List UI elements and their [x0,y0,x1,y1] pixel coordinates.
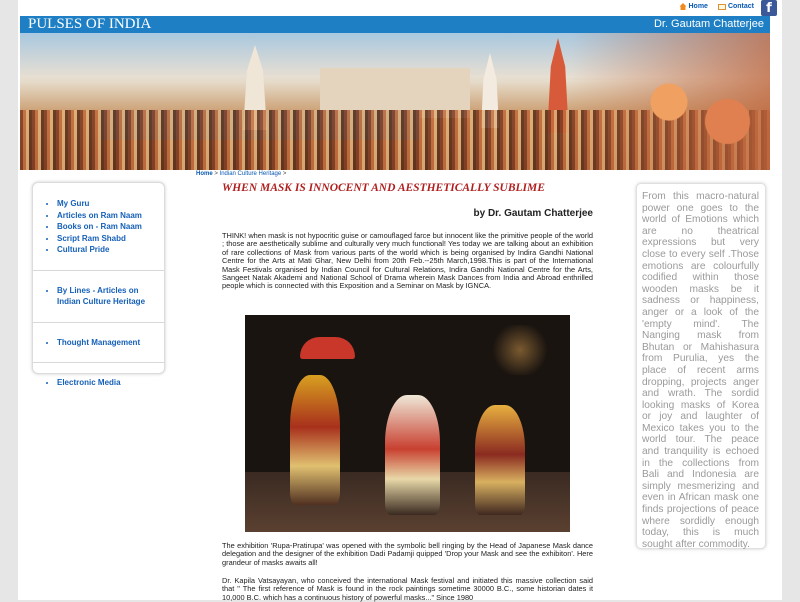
article-byline: by Dr. Gautam Chatterjee [473,208,593,219]
home-link[interactable] [679,3,707,10]
page [18,0,782,600]
mail-icon [718,4,726,10]
sidebar-item-thought-management[interactable]: • Thought Management [57,337,164,349]
breadcrumb-section[interactable]: Indian Culture Heritage [219,171,282,177]
sidebar-group-thought [33,323,164,364]
banner-image [20,33,770,170]
site-title[interactable]: PULSES OF INDIA [28,16,152,32]
article-title: WHEN MASK IS INNOCENT AND AESTHETICALLY SUBLIME [222,182,545,194]
article [222,182,593,602]
mask-dance-photo [245,315,570,532]
home-link-label: Home [688,3,708,10]
facebook-icon[interactable]: f [761,0,777,16]
sidebar-item-bylines[interactable]: • By Lines - Articles on Indian Culture Heritage [57,285,164,308]
top-utility-bar [18,0,782,16]
top-links [679,3,754,10]
sidebar-item-cultural-pride[interactable]: • Cultural Pride [57,244,164,256]
sidebar-item-my-guru[interactable]: • My Guru [57,198,164,210]
header-author: Dr. Gautam Chatterjee [653,18,764,30]
contact-link-label: Contact [727,3,754,10]
sidebar-item-electronic-media[interactable]: • Electronic Media [57,377,164,389]
sidebar-item-books-ram-naam[interactable]: • Books on - Ram Naam [57,221,164,233]
breadcrumb-separator: > [214,171,218,177]
side-quote-box [636,183,766,549]
article-paragraph: The exhibition 'Rupa-Pratirupa' was opened with the symbolic bell ringing by the Head of Japanese Mask dance delegation and the designer of the exhibition Dadi Padamji quipped 'Drop your Mask and see the exhibiton'. Here grandeur of masks awaits all! [222,541,593,567]
breadcrumb-separator: > [282,171,287,177]
home-icon [679,3,686,10]
sidebar-group-main [33,183,164,271]
site-header [20,16,770,33]
article-paragraph: Dr. Kapila Vatsayayan, who conceived the international Mask festival and initiated this massive collection said that " The first reference of Mask is found in the rock paintings sometime 30000 B.C., some historian dates it 10,000 B.C. which has a continuous history of powerful masks..." Since 1980 [222,576,593,602]
article-paragraph: THINK! when mask is not hypocritic guise or camouflaged farce but innocent like the primitive people of the world ; those are aesthetically sublime and culturally very much functional! Yes today we are talking about an exhibition of rare collections of Mask from various parts of the world which is being organised by Indira Gandhi National Centre for the Arts at Mati Ghar, New Delhi from 20th Feb.--25th March,1998.This is part of the International Mask Festivals organised by Indian Council for Cultural Relations, Indira Gandhi National Centre for the Arts, Sangeet Natak Akademi and National School of Drama wherein Mask Dances from India and Abroad enthrilled people which is connected with this Exposition and a Seminar on Mask by IGNCA. [222,231,593,291]
sidebar-group-bylines [33,271,164,323]
sidebar-item-articles-ram-naam[interactable]: • Articles on Ram Naam [57,210,164,222]
contact-link[interactable] [718,3,754,10]
side-quote-text: From this macro-natural power one goes to the world of Emotions which are no theatrical expressions but very close to every self .Those emotions are colourfully codified within those wooden masks be it sadness or happiness, anger or a look of the 'empty mind'. The Nanging mask from Bhutan or Mahishasura from Purulia, yes the place of recent arms dropping, projects anger and wrath. The sordid looking masks of Korea or joy and laughter of Mexico takes you to the world tour. The peace and tranquility is echoed in the collections from Bali and Indonesia are simply mesmerizing and even in African mask one finds projections of peace where sordidly enough today, this is much sought after commodity. [642,191,759,550]
sidebar-group-media [33,363,164,403]
breadcrumb [196,171,286,177]
sidebar-item-script-ram-shabd[interactable]: • Script Ram Shabd [57,233,164,245]
sidebar-nav [32,182,165,387]
breadcrumb-home[interactable]: Home [196,171,213,177]
